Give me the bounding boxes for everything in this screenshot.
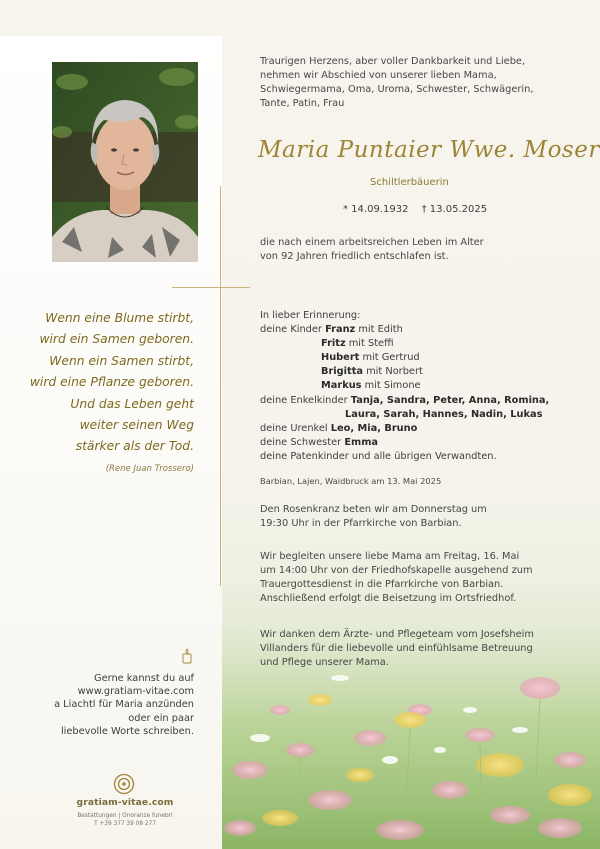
cta-line: Gerne kannst du auf xyxy=(93,673,194,684)
child-partner: mit Norbert xyxy=(366,366,423,378)
poem xyxy=(4,308,194,458)
death-date: † 13.05.2025 xyxy=(421,204,488,215)
children-row xyxy=(260,337,580,351)
cross-icon-bar xyxy=(172,287,250,288)
cta-line: a Liachtl für Maria anzünden xyxy=(54,699,194,711)
child-partner: mit Simone xyxy=(364,380,421,392)
poem-author: (Rene Juan Trossero) xyxy=(105,464,194,474)
deceased-subtitle: Schiltlerbäuerin xyxy=(370,177,449,188)
cross-icon xyxy=(220,186,221,586)
candle-icon[interactable] xyxy=(180,648,194,664)
thanks-line: Villanders für die liebevolle und einfühlsame Betreuung xyxy=(260,643,533,655)
thanks-line: Wir danken dem Ärzte- und Pflegeteam vom Josefsheim xyxy=(260,629,534,640)
great-names: Leo, Mia, Bruno xyxy=(330,422,418,434)
child-name: Brigitta xyxy=(321,366,364,378)
intro-line: Traurigen Herzens, aber voller Dankbarkeit und Liebe, xyxy=(260,56,526,67)
thanks-line: und Pflege unserer Mama. xyxy=(260,657,389,669)
mourners-list xyxy=(260,309,580,464)
memory-heading: In lieber Erinnerung: xyxy=(260,310,361,321)
child-partner: mit Edith xyxy=(358,324,403,336)
portrait-photo xyxy=(52,62,198,262)
sister-row xyxy=(260,436,580,450)
passing-line: von 92 Jahren friedlich entschlafen ist. xyxy=(260,251,449,263)
grandchildren-row xyxy=(260,394,580,408)
poem-line: weiter seinen Weg xyxy=(79,418,194,433)
intro-line: Tante, Patin, Frau xyxy=(260,98,345,110)
poem-line: wird eine Pflanze geboren. xyxy=(29,375,194,390)
passing-line: die nach einem arbeitsreichen Leben im Alter xyxy=(260,237,484,248)
funeral-line: Wir begleiten unsere liebe Mama am Freitag, 16. Mai xyxy=(260,551,520,562)
relatives-row: deine Patenkinder und alle übrigen Verwandten. xyxy=(260,450,497,462)
rosary-text xyxy=(260,503,580,531)
brand-name[interactable]: gratiam-vitae.com xyxy=(76,797,174,808)
gratiam-logo-icon xyxy=(113,773,135,795)
candle-invitation xyxy=(4,672,194,738)
intro-text xyxy=(260,55,580,111)
cta-line: oder ein paar xyxy=(128,712,194,724)
website-link[interactable]: www.gratiam-vitae.com xyxy=(77,686,194,698)
child-name: Hubert xyxy=(321,352,360,364)
child-name: Fritz xyxy=(321,338,346,350)
cta-line: liebevolle Worte schreiben. xyxy=(60,725,194,737)
child-name: Markus xyxy=(321,380,362,392)
funeral-line: Trauergottesdienst in die Pfarrkirche von Barbian. xyxy=(260,579,504,591)
great-label: deine Urenkel xyxy=(260,422,328,434)
brand-details xyxy=(60,812,190,828)
child-partner: mit Gertrud xyxy=(362,352,420,364)
brand-phone: T +39 377 39 08 277 xyxy=(94,821,156,827)
rosary-line: Den Rosenkranz beten wir am Donnerstag um xyxy=(260,504,487,515)
birth-date: * 14.09.1932 xyxy=(343,204,409,215)
children-row xyxy=(260,351,580,365)
sister-label: deine Schwester xyxy=(260,436,342,448)
grandchildren-names: Laura, Sarah, Hannes, Nadin, Lukas xyxy=(345,408,543,420)
life-dates xyxy=(343,204,497,215)
poem-line: Und das Leben geht xyxy=(70,396,194,411)
children-row xyxy=(260,365,580,379)
children-row xyxy=(260,379,580,393)
funeral-text xyxy=(260,550,580,606)
grandchildren-row xyxy=(260,408,580,422)
deceased-name: Maria Puntaier Wwe. Moser xyxy=(258,137,600,163)
place-date: Barbian, Lajen, Waidbruck am 13. Mai 2025 xyxy=(260,476,442,486)
intro-line: nehmen wir Abschied von unserer lieben Mama, xyxy=(260,70,497,82)
children-label: deine Kinder xyxy=(260,324,322,336)
great-grandchildren-row xyxy=(260,422,580,436)
thanks-text xyxy=(260,628,580,670)
grandchildren-label: deine Enkelkinder xyxy=(260,394,348,406)
child-name: Franz xyxy=(325,324,356,336)
poem-line: stärker als der Tod. xyxy=(75,439,194,454)
child-partner: mit Steffi xyxy=(348,338,394,350)
intro-line: Schwiegermama, Oma, Uroma, Schwester, Schwägerin, xyxy=(260,84,534,96)
funeral-line: Anschließend erfolgt die Beisetzung im Ortsfriedhof. xyxy=(260,593,517,605)
poem-line: Wenn eine Blume stirbt, xyxy=(45,311,194,325)
poem-line: Wenn ein Samen stirbt, xyxy=(49,353,194,368)
grandchildren-names: Tanja, Sandra, Peter, Anna, Romina, xyxy=(350,394,550,406)
poem-line: wird ein Samen geboren. xyxy=(39,332,194,347)
funeral-line: um 14:00 Uhr von der Friedhofskapelle ausgehend zum xyxy=(260,565,533,577)
passing-text xyxy=(260,236,580,264)
rosary-line: 19:30 Uhr in der Pfarrkirche von Barbian. xyxy=(260,518,462,530)
children-row xyxy=(260,323,580,337)
brand-tagline: Bestattungen | Onoranze funebri xyxy=(77,813,173,819)
sister-name: Emma xyxy=(344,436,379,448)
